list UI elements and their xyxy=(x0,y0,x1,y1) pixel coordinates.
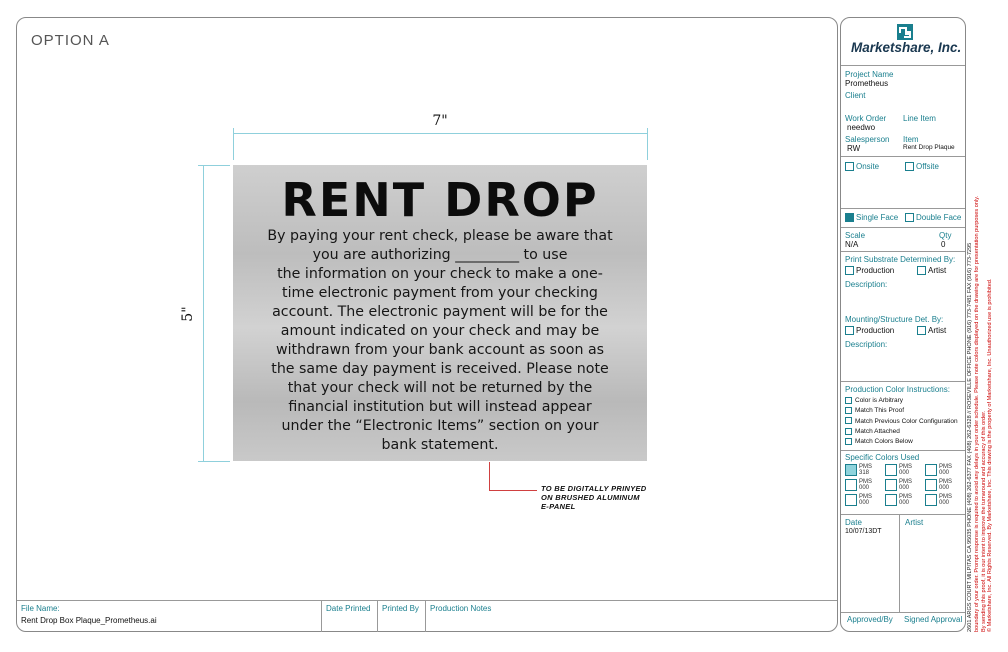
pms-label: PMS xyxy=(859,464,873,470)
date-printed-cell xyxy=(321,600,377,632)
pms-value: 000 xyxy=(899,470,910,476)
offsite-label: Offsite xyxy=(916,162,939,171)
salesperson-value: RW xyxy=(847,144,861,153)
color-option-label: Match Attached xyxy=(855,427,900,435)
work-order-label: Work Order xyxy=(845,114,887,123)
pms-swatch xyxy=(885,494,897,506)
height-tick-top xyxy=(198,165,230,166)
pms-label: PMS xyxy=(859,479,873,485)
pms-label: PMS xyxy=(939,494,953,500)
pms-swatch-item xyxy=(925,494,965,506)
pms-swatch xyxy=(885,479,897,491)
sidebar-divider xyxy=(841,251,965,252)
pms-value: 000 xyxy=(859,500,870,506)
mounting-production-label: Production xyxy=(856,326,895,335)
color-option[interactable] xyxy=(845,427,958,437)
printed-by-cell xyxy=(377,600,425,632)
file-name-label: File Name: xyxy=(21,604,60,613)
plaque-line: under the “Electronic Items” section on your xyxy=(281,418,599,434)
plaque-line: account. The electronic payment will be for the xyxy=(272,304,608,320)
company-logo-icon xyxy=(897,24,913,40)
plaque-line: time electronic payment from your checking xyxy=(282,285,598,301)
pms-swatch-item xyxy=(845,479,885,491)
pms-label: PMS xyxy=(899,479,913,485)
substrate-artist-option[interactable] xyxy=(917,266,946,275)
pms-swatch-item xyxy=(845,494,885,506)
legal-line: By sending this proof, it is our intent to improve the turnaround and accuracy of this order. xyxy=(980,410,987,632)
legal-copyright: © Marketshare, Inc. All Rights Reserved. By Marketshare, Inc. This drawing is the property of Marketshare, Inc. Unauthorized use is prohibited. xyxy=(987,278,994,632)
legal-line: boundary of your order. Prompt response is required to avoid any delays in your order schedule. Please note colors displayed on the drawing are for presentation purposes only. xyxy=(973,195,980,632)
pms-swatch-item xyxy=(885,494,925,506)
approved-by-label: Approved/By xyxy=(847,615,893,624)
color-option-label: Match Colors Below xyxy=(855,438,913,446)
mounting-artist-label: Artist xyxy=(928,326,947,335)
color-option-checkbox[interactable] xyxy=(845,438,852,445)
production-notes-label: Production Notes xyxy=(430,604,492,613)
project-name-label: Project Name xyxy=(845,70,894,79)
color-option[interactable] xyxy=(845,417,958,427)
date-label: Date xyxy=(845,518,862,527)
callout-note xyxy=(541,484,647,511)
color-option[interactable] xyxy=(845,406,958,416)
pms-swatch-item xyxy=(885,479,925,491)
print-substrate-label: Print Substrate Determined By: xyxy=(845,255,956,264)
color-option-label: Match This Proof xyxy=(855,407,905,415)
offsite-checkbox[interactable] xyxy=(905,162,914,171)
sidebar-divider xyxy=(841,612,965,613)
color-option-checkbox[interactable] xyxy=(845,417,852,424)
pms-label: PMS xyxy=(899,464,913,470)
mounting-label: Mounting/Structure Det. By: xyxy=(845,315,944,324)
substrate-production-label: Production xyxy=(856,266,895,275)
file-name-value: Rent Drop Box Plaque_Prometheus.ai xyxy=(21,616,157,625)
pms-swatch xyxy=(925,464,937,476)
legal-disclaimer xyxy=(967,32,1007,632)
color-option-label: Match Previous Color Configuration xyxy=(855,417,958,425)
pms-label: PMS xyxy=(939,464,953,470)
color-option-checkbox[interactable] xyxy=(845,428,852,435)
client-label: Client xyxy=(845,91,866,100)
callout-line: TO BE DIGITALLY PRINYED xyxy=(541,484,647,493)
color-options-list xyxy=(845,396,958,447)
pms-swatch xyxy=(925,494,937,506)
sidebar-column-divider xyxy=(899,514,900,612)
pms-swatch-item xyxy=(925,479,965,491)
pms-value: 318 xyxy=(859,470,870,476)
mounting-production-option[interactable] xyxy=(845,326,894,335)
callout-line: ON BRUSHED ALUMINUM xyxy=(541,493,640,502)
callout-leader-horizontal xyxy=(489,490,537,491)
color-option[interactable] xyxy=(845,437,958,447)
file-name-cell xyxy=(17,600,321,632)
double-face-label: Double Face xyxy=(916,213,962,222)
company-name: Marketshare, Inc. xyxy=(851,40,962,55)
onsite-label: Onsite xyxy=(856,162,880,171)
pms-swatch xyxy=(845,464,857,476)
pms-value: 000 xyxy=(939,485,950,491)
pms-grid xyxy=(845,464,965,506)
single-face-checkbox[interactable] xyxy=(845,213,854,222)
pms-value: 000 xyxy=(939,500,950,506)
item-value: Rent Drop Plaque xyxy=(903,144,955,151)
sidebar-divider xyxy=(841,156,965,157)
sidebar-divider xyxy=(841,514,965,515)
height-dimension-label: 5" xyxy=(180,306,196,322)
substrate-description-label: Description: xyxy=(845,280,888,289)
width-tick-right xyxy=(647,128,648,160)
plaque-line: that your check will not be returned by the xyxy=(287,380,593,396)
legal-address: 2601 ARGS COURT MILPITAS CA 95035 PHONE (408) 262-6377 FAX (408) 262-6328 // ROSEVILLE OFFICE PHONE (916) 773-7481 FAX (916) 773-7295 xyxy=(967,242,973,632)
height-dimension-line xyxy=(203,165,204,461)
pms-swatch xyxy=(845,494,857,506)
single-face-option[interactable] xyxy=(845,213,898,222)
onsite-option[interactable] xyxy=(845,162,879,171)
substrate-artist-label: Artist xyxy=(928,266,947,275)
pms-label: PMS xyxy=(859,494,873,500)
pms-swatch xyxy=(845,479,857,491)
pms-label: PMS xyxy=(899,494,913,500)
height-tick-bottom xyxy=(198,461,230,462)
rent-drop-plaque xyxy=(233,165,647,461)
single-face-label: Single Face xyxy=(856,213,899,222)
plaque-line: withdrawn from your bank account as soon as xyxy=(275,342,605,358)
mounting-artist-checkbox[interactable] xyxy=(917,326,926,335)
plaque-line: the same day payment is received. Please note xyxy=(271,361,609,377)
color-instructions-label: Production Color Instructions: xyxy=(845,385,950,394)
double-face-checkbox[interactable] xyxy=(905,213,914,222)
pms-value: 000 xyxy=(899,485,910,491)
date-value: 10/07/13DT xyxy=(845,528,882,535)
scale-label: Scale xyxy=(845,231,866,240)
pms-swatch-item xyxy=(925,464,965,476)
qty-value: 0 xyxy=(941,240,946,249)
signed-approval-label: Signed Approval xyxy=(904,615,963,624)
color-option[interactable] xyxy=(845,396,958,406)
item-label: Item xyxy=(903,135,919,144)
plaque-line: By paying your rent check, please be aware that xyxy=(267,228,613,244)
width-dimension-label: 7" xyxy=(432,113,448,129)
sidebar-divider xyxy=(841,227,965,228)
pms-swatch xyxy=(925,479,937,491)
color-option-checkbox[interactable] xyxy=(845,407,852,414)
date-printed-label: Date Printed xyxy=(326,604,371,613)
plaque-line: you are authorizing _________ to use xyxy=(312,247,568,263)
option-label: OPTION A xyxy=(31,32,110,49)
scale-value: N/A xyxy=(845,240,859,249)
plaque-title: RENT DROP xyxy=(281,173,599,227)
project-name-value: Prometheus xyxy=(845,79,889,88)
plaque-body xyxy=(233,227,647,455)
substrate-production-option[interactable] xyxy=(845,266,894,275)
substrate-artist-checkbox[interactable] xyxy=(917,266,926,275)
mounting-artist-option[interactable] xyxy=(917,326,946,335)
pms-label: PMS xyxy=(939,479,953,485)
sidebar-divider xyxy=(841,65,965,66)
artist-signature-label: Artist xyxy=(905,518,924,527)
callout-leader-vertical xyxy=(489,462,490,490)
production-notes-cell xyxy=(425,600,837,632)
mounting-description-label: Description: xyxy=(845,340,888,349)
printed-by-label: Printed By xyxy=(382,604,419,613)
pms-value: 000 xyxy=(899,500,910,506)
width-tick-left xyxy=(233,128,234,160)
specific-colors-label: Specific Colors Used xyxy=(845,453,920,462)
qty-label: Qty xyxy=(939,231,952,240)
plaque-line: amount indicated on your check and may be xyxy=(280,323,600,339)
pms-swatch xyxy=(885,464,897,476)
callout-line: E-PANEL xyxy=(541,502,576,511)
line-item-label: Line Item xyxy=(903,114,936,123)
sidebar-divider xyxy=(841,450,965,451)
salesperson-label: Salesperson xyxy=(845,135,890,144)
work-order-value: needwo xyxy=(847,123,876,132)
pms-value: 000 xyxy=(939,470,950,476)
color-option-label: Color is Arbitrary xyxy=(855,397,904,404)
double-face-option[interactable] xyxy=(905,213,961,222)
offsite-option[interactable] xyxy=(905,162,939,171)
sidebar-divider xyxy=(841,381,965,382)
pms-swatch-item xyxy=(845,464,885,476)
plaque-line: bank statement. xyxy=(381,437,499,453)
pms-swatch-item xyxy=(885,464,925,476)
title-block xyxy=(840,17,966,632)
substrate-production-checkbox[interactable] xyxy=(845,266,854,275)
onsite-checkbox[interactable] xyxy=(845,162,854,171)
plaque-line: the information on your check to make a one- xyxy=(277,266,603,282)
mounting-production-checkbox[interactable] xyxy=(845,326,854,335)
pms-value: 000 xyxy=(859,485,870,491)
color-option-checkbox[interactable] xyxy=(845,397,852,404)
plaque-line: financial institution but will instead appear xyxy=(288,399,592,415)
width-dimension-line xyxy=(233,133,647,134)
sidebar-divider xyxy=(841,208,965,209)
